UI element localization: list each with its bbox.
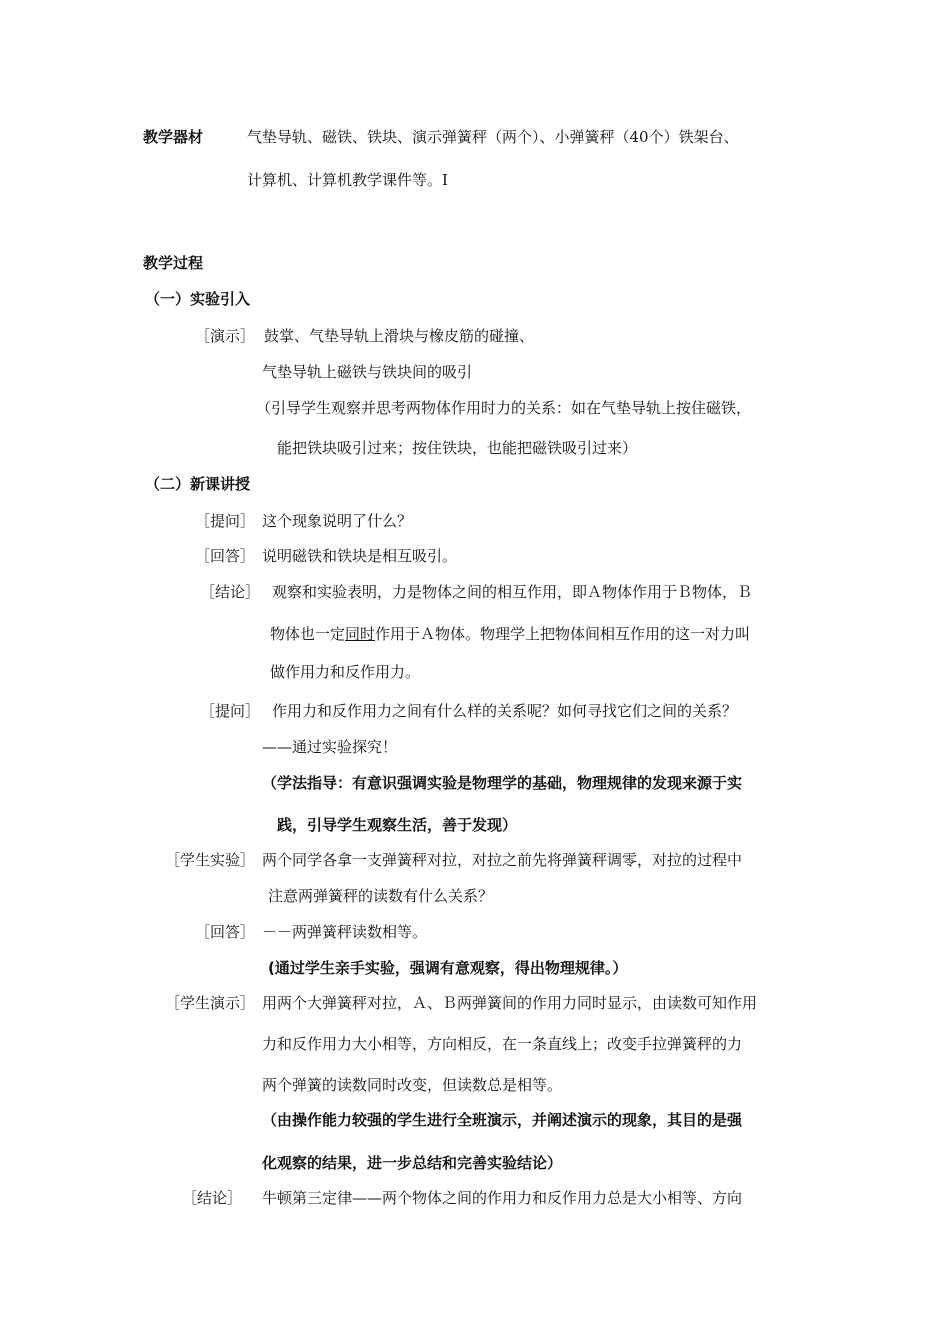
section-2-title: （二）新课讲授 xyxy=(145,475,251,493)
answer-2-tag: ［回答］ xyxy=(195,923,256,941)
conclusion-2-tag: ［结论］ xyxy=(182,1189,243,1207)
demo-line-2: 气垫导轨上磁铁与铁块间的吸引 xyxy=(262,363,473,381)
conclusion-1-line-3: 做作用力和反作用力。 xyxy=(270,663,421,681)
student-experiment-line-1: 两个同学各拿一支弹簧秤对拉，对拉之前先将弹簧秤调零，对拉的过程中 xyxy=(262,851,743,869)
question-1-tag: ［提问］ xyxy=(195,512,256,530)
conclusion-1-line-2 xyxy=(270,624,750,644)
emphasis-note-1: (通过学生亲手实验，强调有意观察，得出物理规律。） xyxy=(268,959,628,977)
demo-line-1: 鼓掌、气垫导轨上滑块与橡皮筋的碰撞、 xyxy=(264,327,535,345)
emphasis-simultaneous: 同时 xyxy=(345,625,376,643)
study-guide-line-1: （学法指导：有意识强调实验是物理学的基础，物理规律的发现来源于实 xyxy=(262,774,743,792)
conclusion-1-line-2-end: 作用于Ａ物体。物理学上把物体间相互作用的这一对力叫 xyxy=(375,625,751,643)
question-2-text: 作用力和反作用力之间有什么样的关系呢？如何寻找它们之间的关系？ xyxy=(272,702,738,720)
student-experiment-tag: ［学生实验］ xyxy=(165,851,256,869)
study-guide-line-2: 践，引导学生观察生活，善于发现） xyxy=(277,816,518,834)
conclusion-1-line-2-start: 物体也一定 xyxy=(270,625,346,643)
process-heading: 教学过程 xyxy=(143,254,204,272)
student-demo-line-2: 力和反作用力大小相等，方向相反，在一条直线上；改变手拉弹簧秤的力 xyxy=(262,1035,743,1053)
student-demo-tag: ［学生演示］ xyxy=(165,994,256,1012)
question-2-tag: ［提问］ xyxy=(200,702,261,720)
equipment-line-2: 计算机、计算机教学课件等。I xyxy=(247,171,448,189)
demo-tag: ［演示］ xyxy=(195,327,256,345)
demo-note-line-1: （引导学生观察并思考两物体作用时力的关系：如在气垫导轨上按住磁铁， xyxy=(256,399,752,417)
section-1-title: （一）实验引入 xyxy=(145,290,251,308)
question-2-answer: ——通过实验探究！ xyxy=(262,738,398,756)
student-demo-line-1: 用两个大弹簧秤对拉，Ａ、Ｂ两弹簧间的作用力同时显示，由读数可知作用 xyxy=(262,994,758,1012)
conclusion-1-tag: ［结论］ xyxy=(200,583,261,601)
student-demo-line-3: 两个弹簧的读数同时改变，但读数总是相等。 xyxy=(262,1076,563,1094)
equipment-label: 教学器材 xyxy=(143,128,204,146)
conclusion-2-text: 牛顿第三定律——两个物体之间的作用力和反作用力总是大小相等、方向 xyxy=(262,1189,743,1207)
conclusion-1-line-1: 观察和实验表明，力是物体之间的相互作用，即Ａ物体作用于Ｂ物体，Ｂ xyxy=(272,583,753,601)
answer-2-text: －－两弹簧秤读数相等。 xyxy=(262,923,428,941)
question-1-text: 这个现象说明了什么？ xyxy=(262,512,413,530)
equipment-line-1: 气垫导轨、磁铁、铁块、演示弹簧秤（两个）、小弹簧秤（40个）铁架台、 xyxy=(247,128,739,146)
answer-1-tag: ［回答］ xyxy=(195,547,256,565)
answer-1-text: 说明磁铁和铁块是相互吸引。 xyxy=(262,547,458,565)
student-experiment-line-2: 注意两弹簧秤的读数有什么关系？ xyxy=(268,887,494,905)
emphasis-note-2-line-2: 化观察的结果，进一步总结和完善实验结论） xyxy=(262,1154,563,1172)
emphasis-note-2-line-1: （由操作能力较强的学生进行全班演示，并阐述演示的现象，其目的是强 xyxy=(262,1111,743,1129)
demo-note-line-2: 能把铁块吸引过来；按住铁块，也能把磁铁吸引过来） xyxy=(277,439,638,457)
